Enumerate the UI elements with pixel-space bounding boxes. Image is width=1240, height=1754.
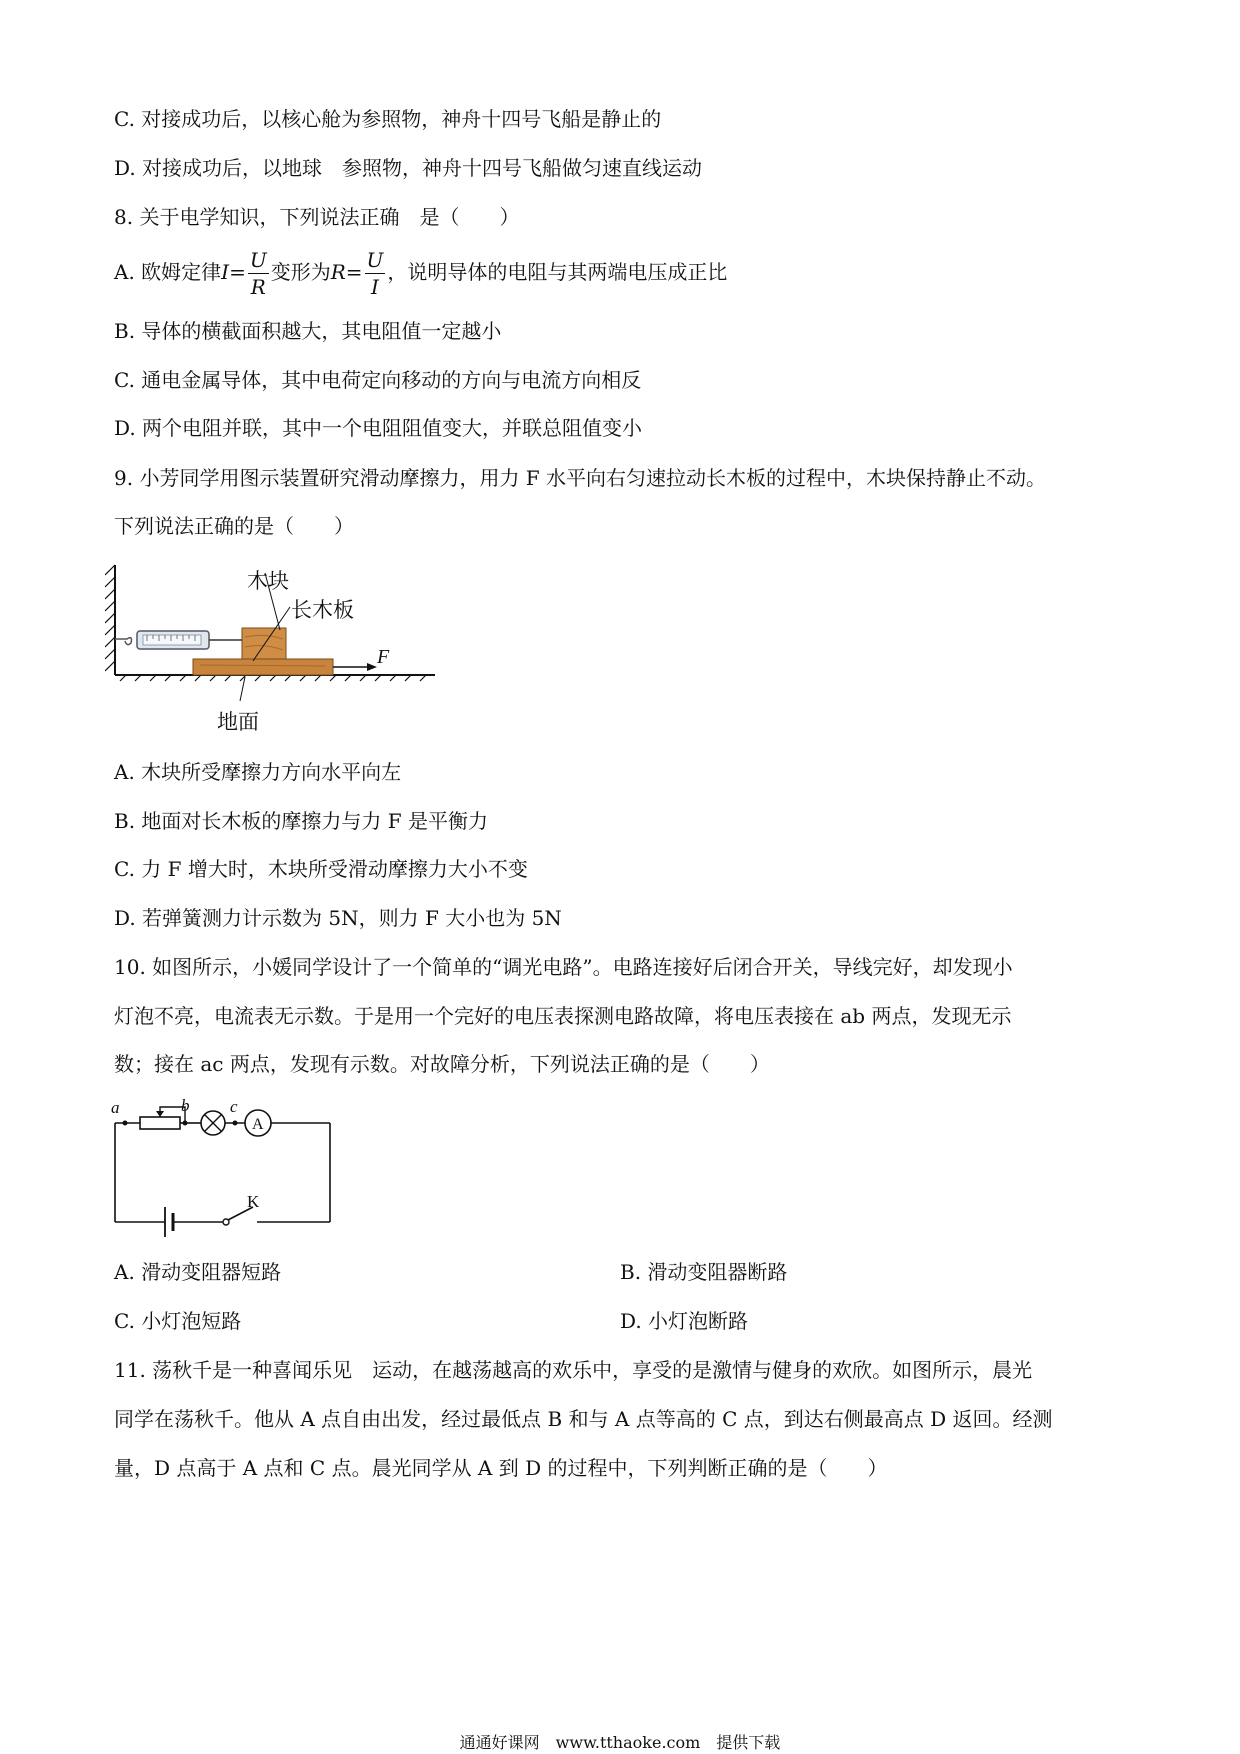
q9-option-d: D. 若弹簧测力计示数为 5N，则力 F 大小也为 5N <box>114 906 562 930</box>
q8-option-d: D. 两个电阻并联，其中一个电阻阻值变大，并联总阻值变小 <box>114 416 643 440</box>
board-label: 长木板 <box>291 598 354 622</box>
q8-option-a-i: I <box>221 260 230 284</box>
ammeter-label: A <box>252 1116 264 1133</box>
switch-label: K <box>247 1192 260 1211</box>
q8-option-a-prefix: A. 欧姆定律 <box>114 260 222 284</box>
q11-stem-line3: 量，D 点高于 A 点和 C 点。晨光同学从 A 到 D 的过程中，下列判断正确的是（ ） <box>114 1456 888 1480</box>
q9-friction-apparatus-figure <box>105 555 450 745</box>
point-a-label: a <box>111 1098 120 1117</box>
fraction-denominator: R <box>250 275 266 299</box>
q8-fraction-u-over-r <box>248 247 269 300</box>
q8-option-c: C. 通电金属导体，其中电荷定向移动的方向与电流方向相反 <box>114 368 642 392</box>
q7-option-c: C. 对接成功后，以核心舱为参照物，神舟十四号飞船是静止的 <box>114 107 662 131</box>
q7-option-d: D. 对接成功后，以地球 参照物，神舟十四号飞船做匀速直线运动 <box>114 156 703 180</box>
fraction-denominator: I <box>371 275 379 299</box>
point-b-label: b <box>181 1096 190 1115</box>
point-c-label: c <box>230 1097 238 1116</box>
q8-option-a-eq: = <box>229 260 246 284</box>
q9-option-c: C. 力 F 增大时，木块所受滑动摩擦力大小不变 <box>114 857 528 881</box>
q8-option-a-suffix: ，说明导体的电阻与其两端电压成正比 <box>387 260 728 284</box>
block-label: 木块 <box>247 569 289 593</box>
q10-circuit-diagram <box>105 1095 345 1245</box>
q10-stem-line3: 数；接在 ac 两点，发现有示数。对故障分析，下列说法正确的是（ ） <box>114 1052 770 1076</box>
q8-option-a-r: R <box>330 260 346 284</box>
q11-stem-line2: 同学在荡秋千。他从 A 点自由出发，经过最低点 B 和与 A 点等高的 C 点，到达右侧最高点 D 返回。经测 <box>114 1407 1053 1431</box>
fraction-numerator: U <box>366 248 384 272</box>
page-footer: 通通好课网 www.tthaoke.com 提供下载 <box>459 1733 781 1752</box>
q8-option-b: B. 导体的横截面积越大，其电阻值一定越小 <box>114 319 502 343</box>
q10-option-b: B. 滑动变阻器断路 <box>620 1260 788 1284</box>
q8-option-a <box>114 246 727 300</box>
q10-stem-line1: 10. 如图所示，小媛同学设计了一个简单的“调光电路”。电路连接好后闭合开关，导线完好，却发现小 <box>114 955 1013 979</box>
q8-option-a-eq2: = <box>345 260 363 284</box>
q10-option-c: C. 小灯泡短路 <box>114 1309 242 1333</box>
force-label: F <box>377 646 390 668</box>
q9-stem-line1: 9. 小芳同学用图示装置研究滑动摩擦力，用力 F 水平向右匀速拉动长木板的过程中，木块保持静止不动。 <box>114 466 1047 490</box>
q10-stem-line2: 灯泡不亮，电流表无示数。于是用一个完好的电压表探测电路故障，将电压表接在 ab 两点，发现无示 <box>114 1004 1012 1028</box>
q11-stem-line1: 11. 荡秋千是一种喜闻乐见 运动，在越荡越高的欢乐中，享受的是激情与健身的欢欣。如图所示，晨光 <box>114 1358 1033 1382</box>
ground-label: 地面 <box>217 710 259 734</box>
q8-fraction-u-over-i <box>365 247 386 300</box>
q10-option-d: D. 小灯泡断路 <box>620 1309 749 1333</box>
q10-option-a: A. 滑动变阻器短路 <box>114 1260 282 1284</box>
q8-stem: 8. 关于电学知识，下列说法正确 是（ ） <box>114 205 520 229</box>
q9-option-b: B. 地面对长木板的摩擦力与力 F 是平衡力 <box>114 809 489 833</box>
q9-stem-line2: 下列说法正确的是（ ） <box>114 514 354 538</box>
fraction-numerator: U <box>249 248 267 272</box>
q8-option-a-mid: 变形为 <box>270 260 331 284</box>
q9-option-a: A. 木块所受摩擦力方向水平向左 <box>114 760 402 784</box>
